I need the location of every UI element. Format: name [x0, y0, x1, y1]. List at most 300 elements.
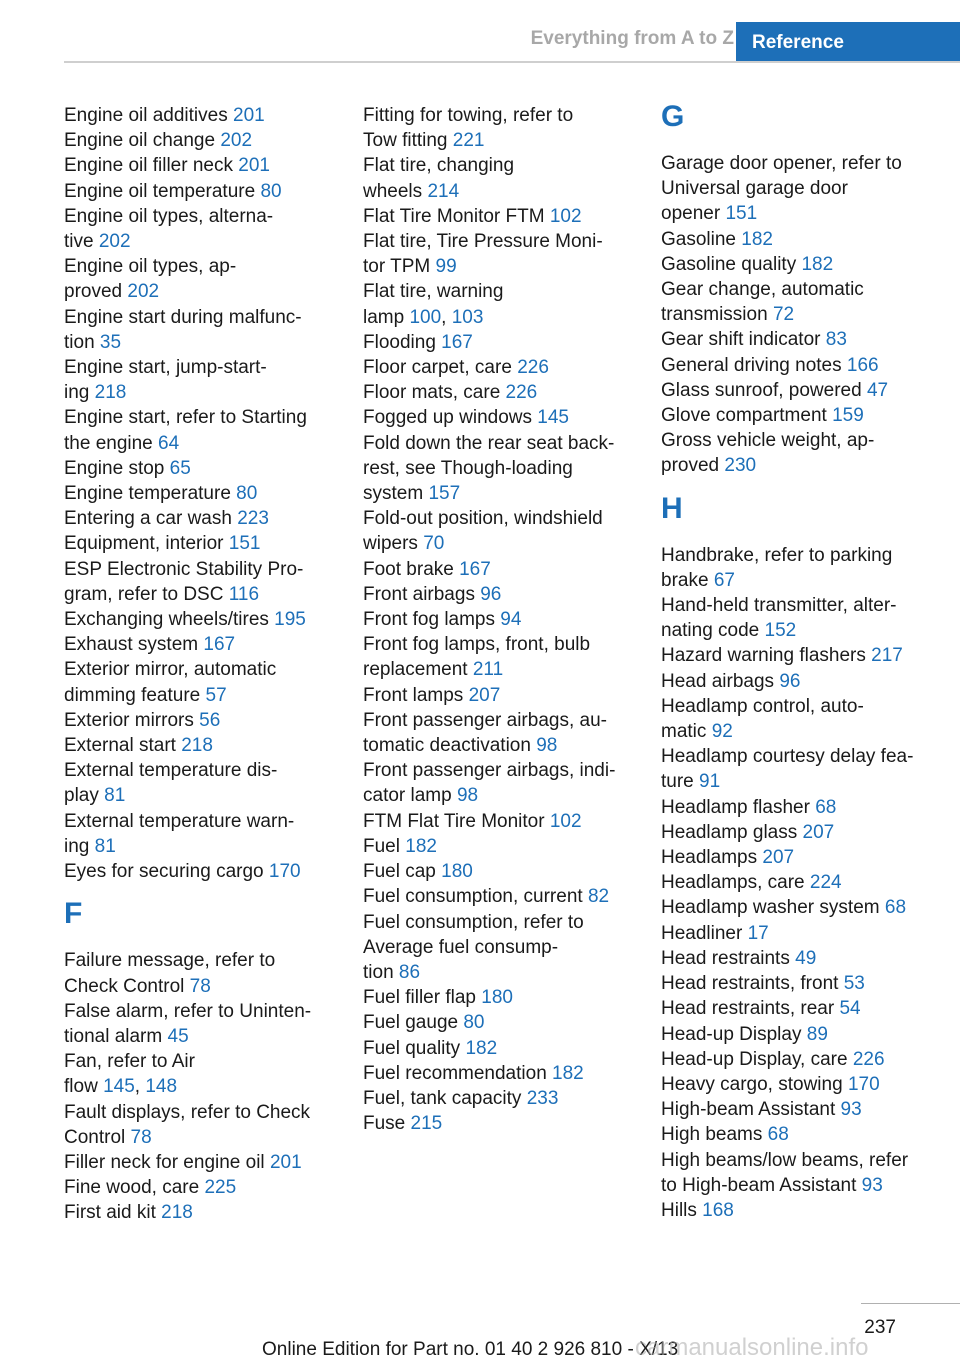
page-link[interactable]: 92	[711, 721, 733, 743]
index-entry	[363, 607, 641, 632]
index-column-1	[64, 103, 339, 1226]
index-entry	[661, 971, 951, 996]
index-entry	[363, 632, 641, 682]
entry-text: Fuel	[363, 835, 400, 857]
page-link[interactable]: 49	[795, 947, 817, 969]
index-entry	[363, 809, 641, 834]
entry-text: Engine oil temperature	[64, 180, 256, 202]
entry-text: General driving notes	[661, 354, 842, 376]
page-link[interactable]: 157	[428, 483, 461, 505]
page-link[interactable]: 202	[127, 281, 160, 303]
page-link[interactable]: 35	[99, 331, 122, 353]
page-link[interactable]: 230	[724, 455, 757, 477]
index-entry	[661, 820, 951, 845]
entry-text: Gear change, automatic	[661, 279, 864, 301]
index-entry	[661, 996, 951, 1021]
page-link[interactable]: 72	[772, 304, 795, 326]
index-entry	[64, 153, 339, 178]
page-link[interactable]: 80	[236, 483, 258, 505]
index-entry	[363, 380, 641, 405]
entry-text: Front fog lamps, front, bulb	[363, 634, 591, 656]
entry-text: system	[363, 483, 424, 505]
entry-text: rest, see Though-loading	[363, 457, 573, 479]
index-entry	[661, 1047, 951, 1072]
index-entry	[661, 870, 951, 895]
index-entry	[64, 531, 339, 556]
index-entry	[661, 327, 951, 352]
page-link[interactable]: 102	[549, 205, 582, 227]
index-entry	[64, 456, 339, 481]
page-link[interactable]: 96	[779, 670, 801, 692]
entry-text: Headlamp courtesy delay fea-	[661, 746, 914, 768]
entry-text: Head restraints, rear	[661, 998, 835, 1020]
page-link[interactable]: 67	[713, 569, 735, 591]
entry-text: Exterior mirrors	[64, 709, 194, 731]
entry-text: Gear shift indicator	[661, 329, 821, 351]
page-link[interactable]: 168	[702, 1199, 734, 1221]
page-link[interactable]: 182	[552, 1062, 584, 1084]
page-link[interactable]: 93	[840, 1099, 862, 1121]
entry-text: Engine oil types, ap-	[64, 256, 237, 278]
index-entry	[363, 1036, 641, 1061]
page-link[interactable]: 211	[472, 659, 504, 681]
index-entry	[64, 948, 339, 998]
page-link[interactable]: 89	[806, 1023, 828, 1045]
entry-text: tional alarm	[64, 1025, 163, 1047]
entry-text: wipers	[363, 533, 418, 555]
entry-text: Headlamps, care	[661, 872, 805, 894]
entry-text: Engine oil filler neck	[64, 155, 233, 177]
page-link[interactable]: 182	[405, 835, 437, 857]
page-link[interactable]: 80	[260, 180, 282, 202]
entry-text: Hazard warning flashers	[661, 645, 866, 667]
index-entry	[64, 481, 339, 506]
index-entry	[363, 1086, 641, 1111]
entry-text: Fuel cap	[363, 861, 436, 883]
index-letter-heading: F	[64, 897, 83, 931]
entry-text: External start	[64, 735, 176, 757]
index-entry	[661, 543, 951, 593]
page-link[interactable]: 207	[468, 684, 501, 706]
entry-text: ture	[661, 771, 694, 793]
page-link[interactable]: 98	[456, 785, 479, 807]
page-link[interactable]: 226	[505, 382, 538, 404]
page-link[interactable]: 145	[103, 1076, 135, 1098]
index-entry	[363, 708, 641, 758]
entry-text: Fuel consumption, refer to	[363, 911, 584, 933]
page-link[interactable]: 148	[145, 1076, 178, 1098]
page-link[interactable]: 151	[725, 203, 758, 225]
page-link[interactable]: 17	[747, 922, 769, 944]
entry-text: Heavy cargo, stowing	[661, 1073, 843, 1095]
entry-text: replacement	[363, 659, 468, 681]
entry-text: Glass sunroof, powered	[661, 379, 862, 401]
page-link[interactable]: 152	[764, 620, 797, 642]
page-link[interactable]: 223	[237, 508, 269, 530]
index-entry	[64, 733, 339, 758]
entry-text: Eyes for securing cargo	[64, 861, 264, 883]
index-entry	[661, 151, 951, 227]
entry-text: matic	[661, 721, 707, 743]
entry-text: Fuel, tank capacity	[363, 1087, 522, 1109]
index-entry	[661, 946, 951, 971]
entry-text: tion	[363, 961, 394, 983]
entry-text: flow	[64, 1076, 98, 1098]
entry-text: False alarm, refer to Uninten-	[64, 1000, 312, 1022]
index-entry	[661, 1022, 951, 1047]
index-entry	[363, 910, 641, 986]
index-entry: Flat tire, warning lamp 100, 103	[363, 281, 504, 328]
entry-text: Flat Tire Monitor FTM	[363, 205, 545, 227]
index-entry	[661, 252, 951, 277]
entry-text: Engine oil types, alterna-	[64, 205, 274, 227]
index-entry	[64, 632, 339, 657]
page-link[interactable]: 56	[199, 709, 221, 731]
page-link[interactable]: 98	[536, 735, 558, 757]
page-link[interactable]: 65	[169, 457, 191, 479]
entry-text: gram, refer to DSC	[64, 583, 224, 605]
page-link[interactable]: 170	[268, 861, 301, 883]
index-entry	[64, 999, 339, 1049]
page-link[interactable]: 201	[269, 1151, 302, 1173]
index-entry	[64, 1100, 339, 1150]
page-link[interactable]: 159	[832, 405, 864, 427]
page-link[interactable]: 96	[480, 583, 502, 605]
entry-text: tive	[64, 231, 94, 253]
index-entry	[661, 744, 951, 794]
page-link[interactable]: 218	[181, 735, 213, 757]
entry-text: Fan, refer to Air	[64, 1051, 195, 1073]
index-entry	[64, 254, 339, 304]
page-link[interactable]: 226	[852, 1048, 885, 1070]
page-link[interactable]: 116	[228, 583, 260, 605]
index-letter-heading: G	[661, 100, 685, 133]
index-entry	[363, 1061, 641, 1086]
entry-text: tor TPM	[363, 256, 431, 278]
entry-text: Fold down the rear seat back-	[363, 432, 615, 454]
entry-text: FTM Flat Tire Monitor	[363, 810, 545, 832]
entry-text: wheels	[363, 180, 423, 202]
page-link[interactable]: 207	[762, 847, 795, 869]
page-link[interactable]: 64	[158, 432, 180, 454]
entry-text: Flat tire, warning	[363, 281, 504, 303]
page-header	[0, 0, 960, 62]
index-entry	[363, 582, 641, 607]
entry-text: tion	[64, 331, 95, 353]
index-entry	[661, 1072, 951, 1097]
page-link[interactable]: 81	[104, 785, 126, 807]
index-entry	[64, 405, 339, 455]
page-link[interactable]: 102	[549, 810, 582, 832]
index-entry: Fan, refer to Air flow 145, 148	[64, 1051, 195, 1098]
index-entry	[661, 428, 951, 478]
page-link[interactable]: 145	[537, 407, 569, 429]
entry-text: Head-up Display	[661, 1023, 802, 1045]
entry-text: Fogged up windows	[363, 407, 532, 429]
page-link[interactable]: 70	[423, 533, 445, 555]
entry-text: Glove compartment	[661, 405, 827, 427]
entry-text: Engine start, jump-start-	[64, 357, 267, 379]
index-entry	[363, 834, 641, 859]
page-link[interactable]: 182	[741, 228, 773, 250]
entry-text: Fitting for towing, refer to	[363, 105, 574, 126]
page-link[interactable]: 82	[587, 886, 610, 908]
index-entry	[363, 506, 641, 556]
entry-text: Front passenger airbags, indi-	[363, 760, 616, 782]
entry-text: Flat tire, Tire Pressure Moni-	[363, 231, 603, 253]
entry-text: dimming feature	[64, 684, 201, 706]
entry-text: Headlamps	[661, 847, 758, 869]
page-link[interactable]: 202	[98, 231, 131, 253]
page-link[interactable]: 225	[204, 1177, 237, 1199]
index-entry	[661, 921, 951, 946]
index-column-2	[363, 103, 641, 1136]
entry-text: proved	[64, 281, 123, 303]
page-link[interactable]: 182	[801, 253, 834, 275]
index-column-3	[661, 100, 951, 1223]
index-entry	[661, 403, 951, 428]
index-entry	[363, 355, 641, 380]
entry-text: ing	[64, 382, 90, 404]
index-entry	[64, 179, 339, 204]
index-entry	[64, 557, 339, 607]
index-entry	[64, 204, 339, 254]
index-entry	[363, 1010, 641, 1035]
index-entry	[661, 795, 951, 820]
entry-text: to High-beam Assistant	[661, 1174, 857, 1196]
page-link[interactable]: 202	[220, 130, 253, 152]
page-link[interactable]: 180	[441, 861, 473, 883]
index-entry	[363, 884, 641, 909]
entry-text: High-beam Assistant	[661, 1099, 836, 1121]
index-entry	[363, 758, 641, 808]
page-link[interactable]: 226	[517, 357, 549, 379]
page-link[interactable]: 83	[825, 329, 847, 351]
entry-text: Front airbags	[363, 583, 475, 605]
index-entry	[64, 809, 339, 859]
entry-text: the engine	[64, 432, 153, 454]
entry-text: High beams/low beams, refer	[661, 1149, 909, 1171]
index-entry	[363, 1111, 641, 1136]
page-link[interactable]: 217	[871, 645, 903, 667]
entry-text: ing	[64, 835, 90, 857]
page-link[interactable]: 68	[884, 897, 907, 919]
index-entry	[661, 1122, 951, 1147]
index-entry	[363, 405, 641, 430]
index-entry	[661, 1097, 951, 1122]
page-link[interactable]: 201	[233, 105, 265, 126]
section-tab: Reference	[736, 22, 960, 62]
page-link[interactable]: 100	[409, 306, 442, 328]
entry-text: Gasoline quality	[661, 253, 797, 275]
entry-text: Universal garage door	[661, 178, 848, 200]
entry-text: Fine wood, care	[64, 1177, 200, 1199]
entry-text: Fuel recommendation	[363, 1062, 547, 1084]
page-link[interactable]: 94	[500, 609, 522, 631]
entry-text: Fuel consumption, current	[363, 886, 583, 908]
index-entry	[661, 669, 951, 694]
section-title: Everything from A to Z	[530, 28, 734, 49]
entry-text: Handbrake, refer to parking	[661, 544, 893, 566]
entry-text: Exchanging wheels/tires	[64, 609, 269, 631]
page-link[interactable]: 218	[94, 382, 127, 404]
index-entry	[661, 845, 951, 870]
index-entry	[64, 305, 339, 355]
entry-text: Failure message, refer to	[64, 950, 276, 972]
entry-text: High beams	[661, 1124, 763, 1146]
index-entry	[363, 431, 641, 507]
entry-text: Average fuel consump-	[363, 936, 559, 958]
index-entry	[363, 985, 641, 1010]
page-link[interactable]: 78	[130, 1126, 152, 1148]
page-link[interactable]: 207	[802, 821, 835, 843]
page-link[interactable]: 215	[410, 1113, 443, 1135]
entry-text: Head restraints, front	[661, 973, 839, 995]
entry-text: Fault displays, refer to Check	[64, 1101, 311, 1123]
entry-text: Filler neck for engine oil	[64, 1151, 265, 1173]
page-link[interactable]: 99	[435, 256, 457, 278]
entry-text: Tow fitting	[363, 130, 448, 152]
index-entry	[661, 694, 951, 744]
index-entry	[363, 103, 641, 153]
entry-text: Fold-out position, windshield	[363, 508, 603, 530]
page-link[interactable]: 166	[846, 354, 879, 376]
page-link[interactable]: 151	[228, 533, 261, 555]
entry-text: Flat tire, changing	[363, 155, 515, 177]
page-link[interactable]: 78	[189, 975, 211, 997]
index-entry	[64, 506, 339, 531]
index-entry	[64, 859, 339, 884]
entry-text: Fuel gauge	[363, 1012, 459, 1034]
page-link[interactable]: 180	[481, 987, 513, 1009]
entry-text: Headlamp glass	[661, 821, 798, 843]
entry-text: Garage door opener, refer to	[661, 153, 902, 174]
entry-text: Engine stop	[64, 457, 165, 479]
entry-text: Headliner	[661, 922, 743, 944]
page-link[interactable]: 86	[398, 961, 421, 983]
entry-text: opener	[661, 203, 721, 225]
entry-text: Engine start during malfunc-	[64, 306, 302, 328]
footer-rule	[861, 1303, 960, 1304]
entry-text: First aid kit	[64, 1202, 156, 1224]
page-link[interactable]: 170	[847, 1073, 880, 1095]
entry-text: Control	[64, 1126, 126, 1148]
entry-text: Hills	[661, 1199, 697, 1221]
page-link[interactable]: 167	[459, 558, 491, 580]
entry-text: lamp	[363, 306, 405, 328]
page-link[interactable]: 218	[161, 1202, 193, 1224]
page-link[interactable]: 81	[94, 835, 116, 857]
entry-text: Front passenger airbags, au-	[363, 709, 607, 731]
page-link[interactable]: 103	[451, 306, 484, 328]
index-entry	[64, 758, 339, 808]
page-link[interactable]: 214	[427, 180, 460, 202]
entry-text: play	[64, 785, 99, 807]
entry-text: Front fog lamps	[363, 609, 495, 631]
page-link[interactable]: 167	[203, 634, 236, 656]
entry-text: proved	[661, 455, 720, 477]
index-entry	[661, 277, 951, 327]
page-link[interactable]: 182	[465, 1037, 498, 1059]
page-link[interactable]: 224	[809, 872, 842, 894]
index-entry	[661, 643, 951, 668]
index-entry	[64, 1175, 339, 1200]
page-link[interactable]: 233	[526, 1087, 559, 1109]
page-link[interactable]: 201	[238, 155, 270, 177]
entry-text: Engine temperature	[64, 483, 231, 505]
index-entry	[64, 355, 339, 405]
page-link[interactable]: 93	[861, 1174, 883, 1196]
index-entry	[64, 103, 339, 128]
entry-text: Front lamps	[363, 684, 464, 706]
entry-text: Entering a car wash	[64, 508, 232, 530]
page-link[interactable]: 45	[167, 1025, 189, 1047]
page-link[interactable]: 80	[463, 1012, 485, 1034]
entry-text: Exhaust system	[64, 634, 199, 656]
entry-text: nating code	[661, 620, 760, 642]
index-entry	[363, 330, 641, 355]
page-link[interactable]: 195	[274, 609, 306, 631]
entry-text: Headlamp control, auto-	[661, 695, 864, 717]
page-link[interactable]: 47	[866, 379, 889, 401]
index-entry	[661, 1198, 951, 1223]
entry-text: Fuel quality	[363, 1037, 461, 1059]
index-entry	[363, 859, 641, 884]
entry-text: Headlamp flasher	[661, 796, 810, 818]
index-entry	[661, 378, 951, 403]
entry-text: Engine oil additives	[64, 105, 228, 126]
index-entry	[363, 229, 641, 279]
entry-text: Check Control	[64, 975, 185, 997]
entry-text: transmission	[661, 304, 768, 326]
edition-note: Online Edition for Part no. 01 40 2 926 810 - X/13	[262, 1339, 679, 1360]
entry-text: External temperature dis-	[64, 760, 278, 782]
entry-text: Flooding	[363, 331, 436, 353]
index-letter-heading: H	[661, 491, 683, 525]
entry-text: Hand-held transmitter, alter-	[661, 595, 897, 617]
entry-text: Gross vehicle weight, ap-	[661, 430, 875, 452]
entry-text: Fuse	[363, 1113, 406, 1135]
entry-text: Gasoline	[661, 228, 736, 250]
entry-text: Exterior mirror, automatic	[64, 659, 277, 681]
entry-text: Headlamp washer system	[661, 897, 880, 919]
index-entry	[661, 227, 951, 252]
entry-text: Head restraints	[661, 947, 790, 969]
index-entry	[661, 895, 951, 920]
page-link[interactable]: 221	[452, 130, 485, 152]
page-link[interactable]: 167	[441, 331, 473, 353]
entry-text: cator lamp	[363, 785, 452, 807]
page-link[interactable]: 57	[205, 684, 227, 706]
index-entry	[64, 128, 339, 153]
entry-text: Head airbags	[661, 670, 775, 692]
page-link[interactable]: 54	[839, 998, 861, 1020]
entry-text: Engine start, refer to Starting	[64, 407, 307, 429]
index-entry	[363, 683, 641, 708]
index-entry	[64, 657, 339, 707]
index-entry	[363, 153, 641, 203]
index-entry	[64, 1200, 339, 1225]
entry-text: Fuel filler flap	[363, 987, 476, 1009]
entry-text: tomatic deactivation	[363, 735, 531, 757]
page-link[interactable]: 91	[699, 771, 721, 793]
entry-text: brake	[661, 569, 709, 591]
index-entry	[661, 353, 951, 378]
page-link[interactable]: 53	[843, 973, 865, 995]
page-link[interactable]: 68	[815, 796, 837, 818]
entry-text: ESP Electronic Stability Pro-	[64, 558, 304, 580]
page-link[interactable]: 68	[767, 1124, 789, 1146]
